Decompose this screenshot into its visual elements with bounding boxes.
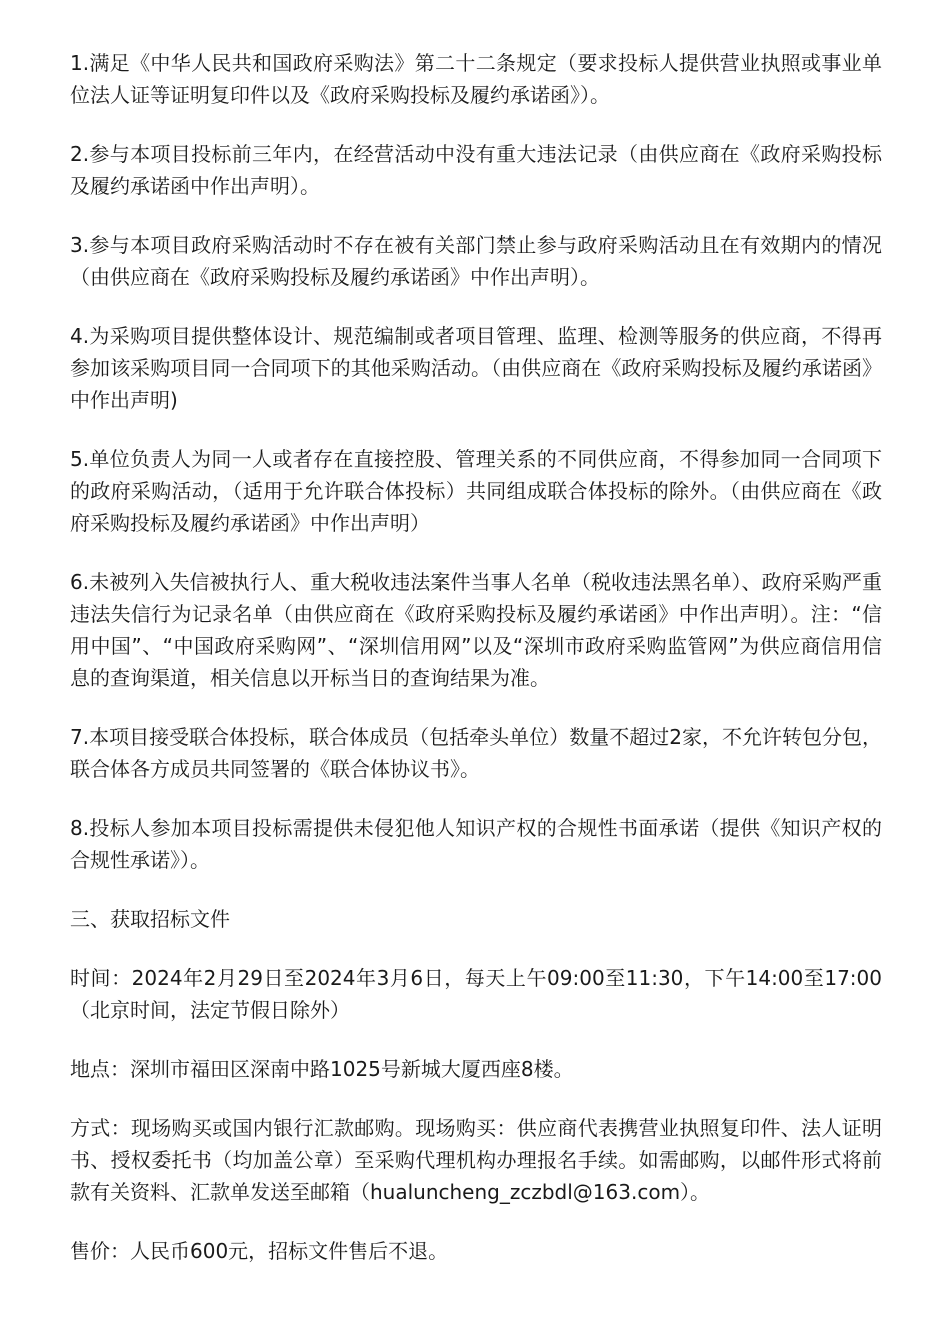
requirement-7: 7.本项目接受联合体投标，联合体成员（包括牵头单位）数量不超过2家，不允许转包分包，联合体各方成员共同签署的《联合体协议书》。	[70, 725, 882, 781]
section-price: 售价：人民币600元，招标文件售后不退。	[70, 1239, 449, 1263]
requirement-6: 6.未被列入失信被执行人、重大税收违法案件当事人名单（税收违法黑名单）、政府采购严重违法失信行为记录名单（由供应商在《政府采购投标及履约承诺函》中作出声明）。注：“信用中国”、“中国政府采购网”、“深圳信用网”以及“深圳市政府采购监管网”为供应商信用信息的查询渠道，相关信息以开标当日的查询结果为准。	[70, 570, 882, 690]
document-body	[70, 47, 882, 1294]
section-location: 地点：深圳市福田区深南中路1025号新城大厦西座8楼。	[70, 1057, 574, 1081]
section-time: 时间：2024年2月29日至2024年3月6日，每天上午09:00至11:30，下午14:00至17:00（北京时间，法定节假日除外）	[70, 966, 882, 1022]
requirement-1: 1.满足《中华人民共和国政府采购法》第二十二条规定（要求投标人提供营业执照或事业单位法人证等证明复印件以及《政府采购投标及履约承诺函》）。	[70, 51, 882, 107]
section-heading: 三、获取招标文件	[70, 907, 230, 931]
requirement-8: 8.投标人参加本项目投标需提供未侵犯他人知识产权的合规性书面承诺（提供《知识产权的合规性承诺》）。	[70, 816, 882, 872]
requirement-5: 5.单位负责人为同一人或者存在直接控股、管理关系的不同供应商，不得参加同一合同项下的政府采购活动，（适用于允许联合体投标）共同组成联合体投标的除外。（由供应商在《政府采购投标及履约承诺函》中作出声明）	[70, 447, 882, 535]
requirement-2: 2.参与本项目投标前三年内，在经营活动中没有重大违法记录（由供应商在《政府采购投标及履约承诺函中作出声明）。	[70, 142, 882, 198]
section-method: 方式：现场购买或国内银行汇款邮购。现场购买：供应商代表携营业执照复印件、法人证明书、授权委托书（均加盖公章）至采购代理机构办理报名手续。如需邮购，以邮件形式将前款有关资料、汇款单发送至邮箱（hualuncheng_zczbdl@163.com）。	[70, 1116, 882, 1204]
requirement-3: 3.参与本项目政府采购活动时不存在被有关部门禁止参与政府采购活动且在有效期内的情况（由供应商在《政府采购投标及履约承诺函》中作出声明）。	[70, 233, 882, 289]
requirement-4: 4.为采购项目提供整体设计、规范编制或者项目管理、监理、检测等服务的供应商，不得再参加该采购项目同一合同项下的其他采购活动。（由供应商在《政府采购投标及履约承诺函》中作出声明)	[70, 324, 882, 412]
